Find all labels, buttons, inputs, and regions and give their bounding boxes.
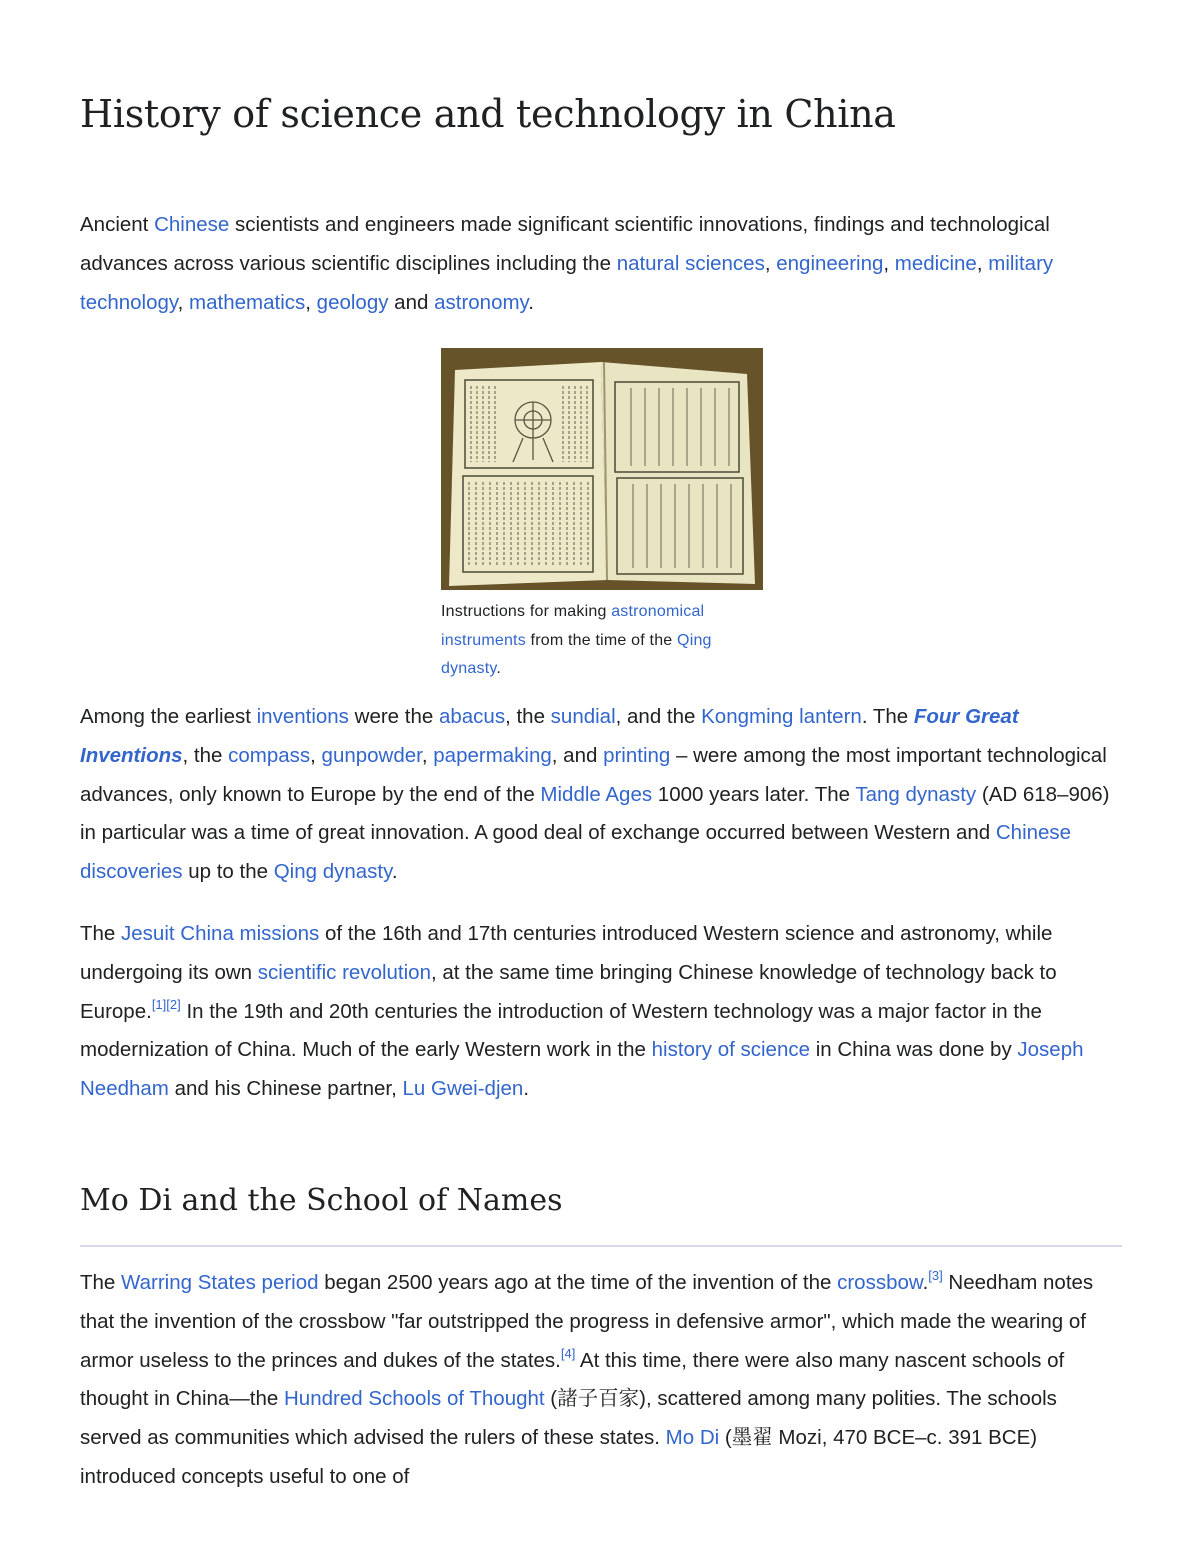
link-printing[interactable]: printing [603,743,671,767]
link-jesuit-china-missions[interactable]: Jesuit China missions [121,922,320,945]
link-tang-dynasty[interactable]: Tang dynasty [855,782,977,806]
link-natural-sciences[interactable]: natural sciences [616,251,765,275]
reference-1[interactable]: [1] [151,996,167,1012]
figure-caption: Instructions for making astronomical instruments from the time of the Qing dynasty. [441,603,712,677]
link-qing-dynasty[interactable]: Qing dynasty [273,860,392,884]
link-four-great-inventions[interactable]: Four Great Inventions [80,705,1019,767]
link-warring-states-period[interactable]: Warring States period [121,1271,319,1294]
jesuit-paragraph: The Jesuit China missions of the 16th and 17th centuries introduced Western science and astronomy, while undergoing its own scientific revolution, at the same time bringing Chinese knowledge of technology back to Europe.[1][2] In the 19th and 20th centuries the introduction of Western technology was a major factor in the modernization of China. Much of the early Western work in the history of science in China was done by Joseph Needham and his Chinese partner, Lu Gwei-djen. [80,922,1084,1101]
link-inventions[interactable]: inventions [256,705,349,728]
link-military-technology[interactable]: military technology [80,251,1054,314]
link-scientific-revolution[interactable]: scientific revolution [257,960,431,984]
link-kongming-lantern[interactable]: Kongming lantern [701,705,862,728]
link-papermaking[interactable]: papermaking [433,743,552,767]
link-geology[interactable]: geology [316,290,389,314]
link-astronomy[interactable]: astronomy [434,290,529,314]
link-mathematics[interactable]: mathematics [189,290,306,314]
link-history-of-science[interactable]: history of science [651,1038,810,1062]
link-mo-di[interactable]: Mo Di [665,1426,720,1450]
link-middle-ages[interactable]: Middle Ages [540,782,653,806]
link-gunpowder[interactable]: gunpowder [321,743,422,767]
link-compass[interactable]: compass [228,743,311,767]
link-chinese[interactable]: Chinese [154,213,230,236]
link-crossbow[interactable]: crossbow [837,1271,923,1294]
intro-paragraph: Ancient Chinese scientists and engineers made significant scientific innovations, findings and technological advances across various scientific disciplines including the natural sciences, engineering, medicine, military technology, mathematics, geology and astronomy. [80,213,1054,314]
section-heading-mo-di: Mo Di and the School of Names [80,1183,563,1218]
link-sundial[interactable]: sundial [550,705,616,728]
reference-4[interactable]: [4] [560,1345,576,1361]
reference-2[interactable]: [2] [166,996,181,1012]
link-joseph-needham[interactable]: Joseph Needham [80,1038,1084,1101]
link-medicine[interactable]: medicine [894,251,977,275]
section-divider [80,1245,1122,1247]
link-lu-gwei-djen[interactable]: Lu Gwei-djen [402,1077,524,1101]
reference-3[interactable]: [3] [928,1268,943,1283]
link-engineering[interactable]: engineering [776,251,884,275]
warring-states-paragraph: The Warring States period began 2500 years ago at the time of the invention of the crossbow.[3] Needham notes that the invention of the crossbow "far outstripped the progress in defensive armor", which made the wearing of armor useless to the princes and dukes of the states.[4] At this time, there were also many nascent schools of thought in China—the Hundred Schools of Thought (諸子百家), scattered among many polities. The schools served as communities which advised the rulers of these states. Mo Di (墨翟 Mozi, 470 BCE–c. 391 BCE) introduced concepts useful to one of [80,1268,1094,1488]
book-photo[interactable] [441,348,763,590]
link-chinese-discoveries[interactable]: Chinese discoveries [80,821,1072,884]
page-title: History of science and technology in China [80,92,896,136]
link-astronomical-instruments[interactable]: astronomical instruments [441,603,705,649]
figure-qing-instructions [441,348,763,684]
inventions-paragraph: Among the earliest inventions were the abacus, the sundial, and the Kongming lantern. The Four Great Inventions, the compass, gunpowder, papermaking, and printing – were among the most important technological advances, only known to Europe by the end of the Middle Ages 1000 years later. The Tang dynasty (AD 618–906) in particular was a time of great innovation. A good deal of exchange occurred between Western and Chinese discoveries up to the Qing dynasty. [80,705,1110,884]
link-hundred-schools-of-thought[interactable]: Hundred Schools of Thought [284,1387,545,1411]
link-qing-dynasty-caption[interactable]: Qing dynasty [441,631,712,677]
link-abacus[interactable]: abacus [438,705,506,728]
